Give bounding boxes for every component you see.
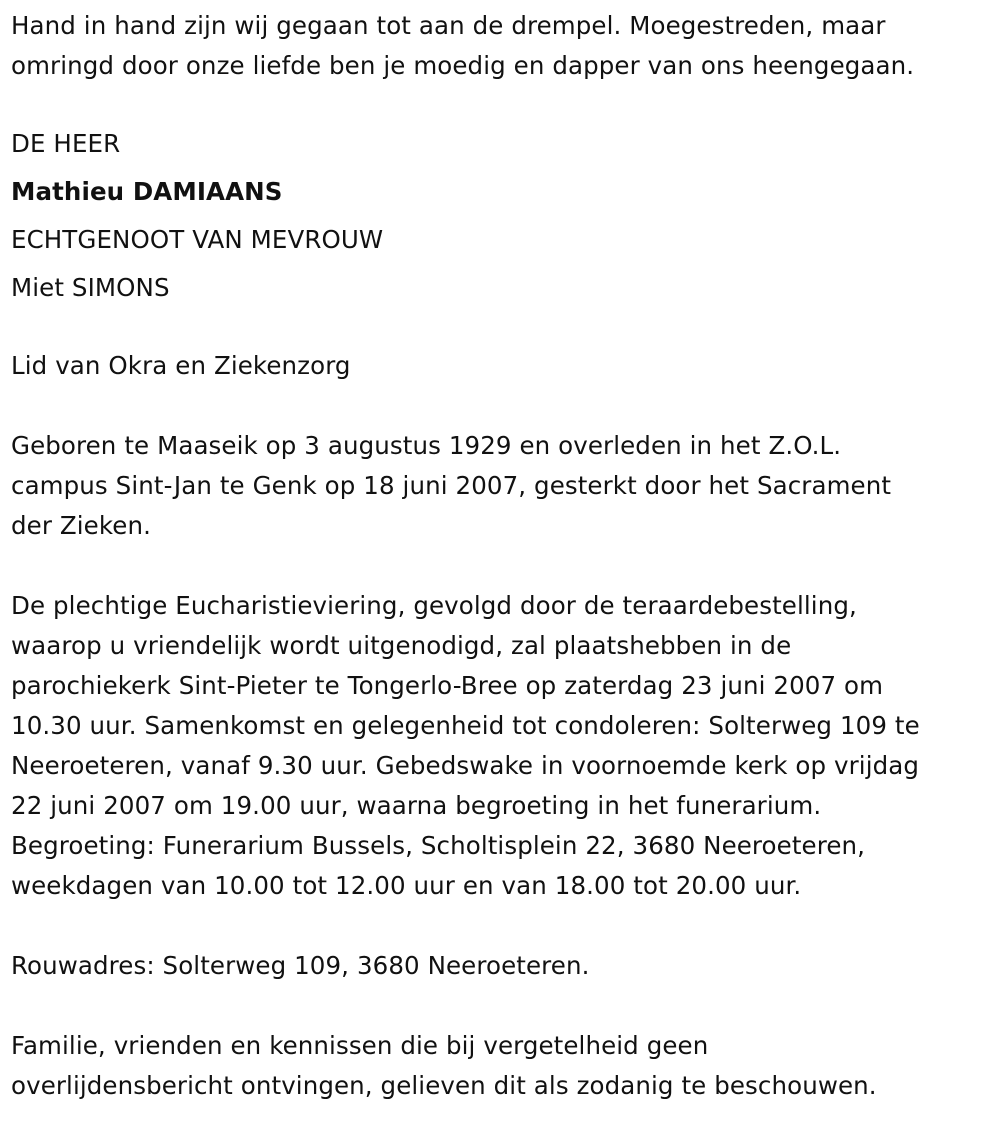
- birth-death-line: Geboren te Maaseik op 3 augustus 1929 en overleden in het Z.O.L.: [11, 431, 842, 460]
- birth-death-paragraph: [11, 426, 991, 546]
- closing-line: Familie, vrienden en kennissen die bij vergetelheid geen: [11, 1031, 709, 1060]
- ceremony-paragraph: [11, 586, 991, 906]
- ceremony-line: waarop u vriendelijk wordt uitgenodigd, zal plaatshebben in de: [11, 631, 792, 660]
- closing-paragraph: [11, 1026, 991, 1106]
- birth-death-line: campus Sint-Jan te Genk op 18 juni 2007, gesterkt door het Sacrament: [11, 471, 892, 500]
- ceremony-line: 22 juni 2007 om 19.00 uur, waarna begroeting in het funerarium.: [11, 791, 822, 820]
- intro-paragraph: [11, 6, 991, 86]
- address-paragraph: [11, 946, 991, 986]
- intro-line: Hand in hand zijn wij gegaan tot aan de drempel. Moegestreden, maar: [11, 11, 886, 40]
- ceremony-line: parochiekerk Sint-Pieter te Tongerlo-Bree op zaterdag 23 juni 2007 om: [11, 671, 884, 700]
- spacer: [11, 546, 991, 586]
- person-block: [11, 120, 991, 312]
- deceased-name: Mathieu DAMIAANS: [11, 177, 283, 206]
- ceremony-line: weekdagen van 10.00 tot 12.00 uur en van 18.00 tot 20.00 uur.: [11, 871, 802, 900]
- spacer: [11, 386, 991, 426]
- spacer: [11, 86, 991, 120]
- ceremony-line: Neeroeteren, vanaf 9.30 uur. Gebedswake in voornoemde kerk op vrijdag: [11, 751, 920, 780]
- mourning-address: Rouwadres: Solterweg 109, 3680 Neeroeteren.: [11, 951, 590, 980]
- ceremony-line: De plechtige Eucharistieviering, gevolgd door de teraardebestelling,: [11, 591, 857, 620]
- birth-death-line: der Zieken.: [11, 511, 151, 540]
- membership-paragraph: [11, 346, 991, 386]
- spacer: [11, 906, 991, 946]
- obituary-document: [11, 6, 991, 1106]
- honorific: DE HEER: [11, 129, 121, 158]
- intro-line: omringd door onze liefde ben je moedig en dapper van ons heengegaan.: [11, 51, 915, 80]
- relation-label: ECHTGENOOT VAN MEVROUW: [11, 225, 384, 254]
- spouse-name: Miet SIMONS: [11, 273, 170, 302]
- membership-line: Lid van Okra en Ziekenzorg: [11, 351, 351, 380]
- ceremony-line: Begroeting: Funerarium Bussels, Scholtisplein 22, 3680 Neeroeteren,: [11, 831, 866, 860]
- closing-line: overlijdensbericht ontvingen, gelieven dit als zodanig te beschouwen.: [11, 1071, 877, 1100]
- ceremony-line: 10.30 uur. Samenkomst en gelegenheid tot condoleren: Solterweg 109 te: [11, 711, 920, 740]
- spacer: [11, 312, 991, 346]
- spacer: [11, 986, 991, 1026]
